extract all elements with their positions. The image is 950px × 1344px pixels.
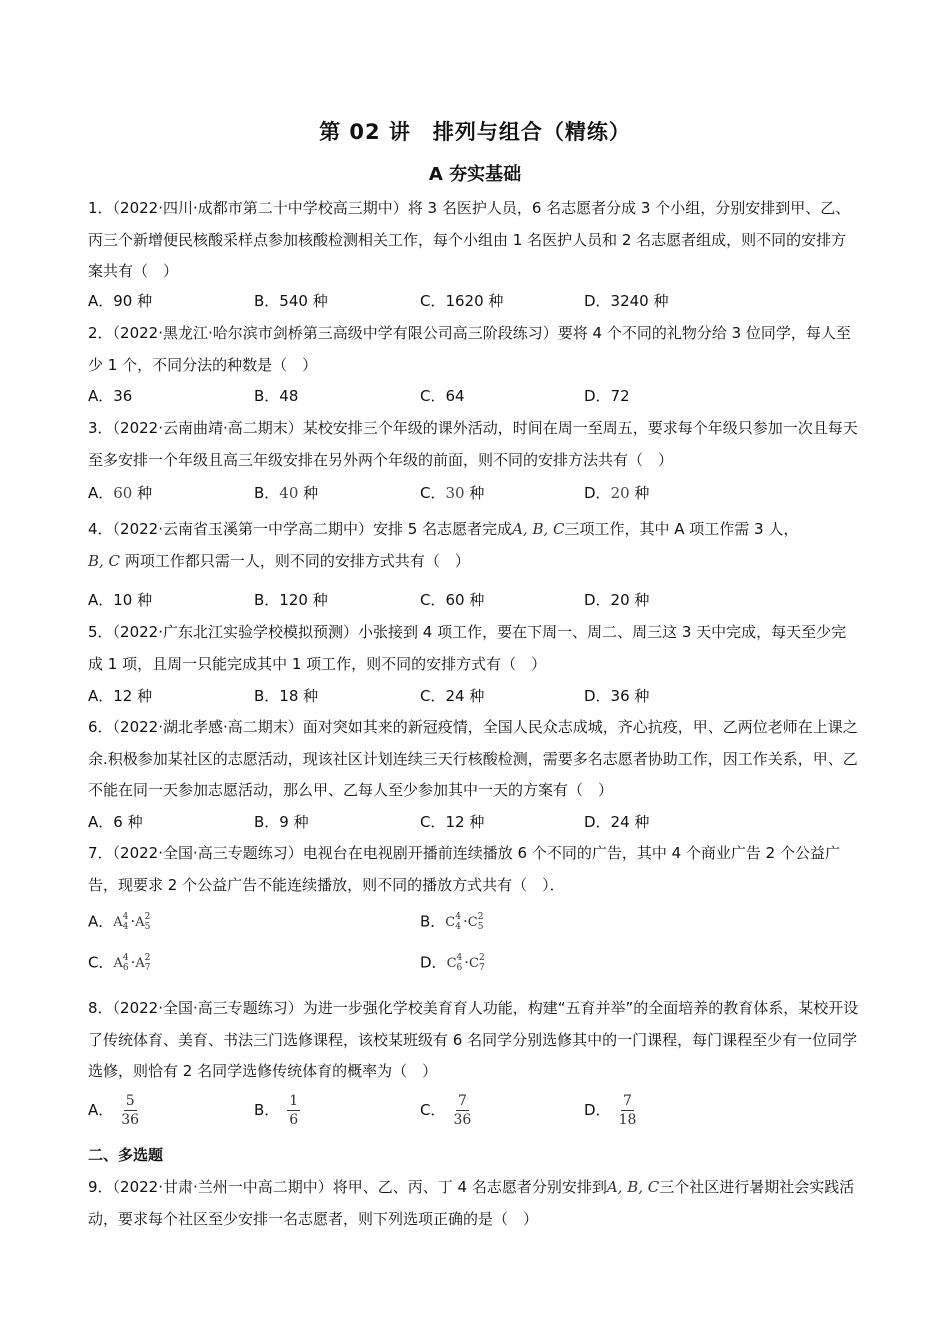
math-abc: A, B, C <box>606 1178 660 1196</box>
option-d: D．20 种 <box>584 591 650 609</box>
fraction: $\frac{5}{36}$ <box>121 1093 140 1128</box>
question-8-stem: 8．（2022·全国·高三专题练习）为进一步强化学校美育育人功能，构建“五育并举”的全面培养的教育体系，某校开设了传统体育、美育、书法三门选修课程，该校某班级有 6 名同学分别选修其中的一门课程，每门课程至少有一位同学选修，则恰有 2 名同学选修传统体育的概率为（ ） <box>88 999 859 1080</box>
option-b: B．C 4 4 ·C 2 5 <box>420 912 484 932</box>
option-b: B． $\frac{1}{6}$ <box>254 1093 299 1128</box>
question-9-stem: 9．（2022·甘肃·兰州一中高二期中）将甲、乙、丙、丁 4 名志愿者分别安排到A, B, C三个社区进行暑期社会实践活动，要求每个社区至少安排一名志愿者，则下列选项正确的是（ ） <box>88 1178 855 1228</box>
option-c: C．30 种 <box>420 484 485 502</box>
option-a: A．90 种 <box>88 292 153 310</box>
option-d: D．36 种 <box>584 687 650 705</box>
option-c: C．12 种 <box>420 813 485 831</box>
option-c: C．64 <box>420 387 465 405</box>
option-d: D．20 种 <box>584 484 650 502</box>
question-6-stem: 6．（2022·湖北孝感·高二期末）面对突如其来的新冠疫情，全国人民众志成城，齐心抗疫，甲、乙两位老师在上课之余.积极参加某社区的志愿活动，现该社区计划连续三天行核酸检测，需要多名志愿者协助工作，因工作关系，甲、乙不能在同一天参加志愿活动，那么甲、乙每人至少参加其中一天的方案有（ ） <box>88 718 858 799</box>
option-b: B．18 种 <box>254 687 319 705</box>
page-title: 第 02 讲 排列与组合（精练） <box>319 120 631 144</box>
question-7-options-row-1 <box>88 906 860 936</box>
section-subtitle: A 夯实基础 <box>428 164 522 185</box>
question-1-options <box>88 286 860 316</box>
option-d: D． $\frac{7}{18}$ <box>584 1093 637 1128</box>
question-2-stem: 2．（2022·黑龙江·哈尔滨市剑桥第三高级中学有限公司高三阶段练习）要将 4 个不同的礼物分给 3 位同学，每人至少 1 个，不同分法的种数是（ ） <box>88 324 851 374</box>
option-a: A．60 种 <box>88 484 153 502</box>
option-c: C．24 种 <box>420 687 485 705</box>
question-4-stem: 4．（2022·云南省玉溪第一中学高二期中）安排 5 名志愿者完成A, B, C三项工作，其中 A 项工作需 3 人， B, C 两项工作都只需一人，则不同的安排方式共有（ ） <box>88 520 799 570</box>
option-d: D．3240 种 <box>584 292 669 310</box>
option-c: C． $\frac{7}{36}$ <box>420 1093 472 1128</box>
question-3-stem: 3．（2022·云南曲靖·高二期末）某校安排三个年级的课外活动，时间在周一至周五，要求每个年级只参加一次且每天至多安排一个年级且高三年级安排在另外两个年级的前面，则不同的安排方法共有（ ） <box>88 419 858 469</box>
question-4-options <box>88 585 860 615</box>
question-7-options-row-2 <box>88 947 860 977</box>
option-b: B．48 <box>254 387 299 405</box>
math-bc: B, C <box>88 551 121 570</box>
option-a: A．A 4 4 ·A 2 5 <box>88 912 151 932</box>
question-5-stem: 5．（2022·广东北江实验学校模拟预测）小张接到 4 项工作，要在下周一、周二、周三这 3 天中完成，每天至少完成 1 项，且周一只能完成其中 1 项工作，则不同的安排方式有（ ） <box>88 623 847 673</box>
question-3-options <box>88 478 860 508</box>
option-c: C．1620 种 <box>420 292 504 310</box>
question-7-stem: 7．（2022·全国·高三专题练习）电视台在电视剧开播前连续播放 6 个不同的广告，其中 4 个商业广告 2 个公益广告，现要求 2 个公益广告不能连续播放，则不同的播放方式共有（ ）． <box>88 844 840 894</box>
fraction: $\frac{7}{18}$ <box>618 1093 637 1128</box>
section-heading-multiple-choice: 二、多选题 <box>88 1146 164 1164</box>
option-b: B．120 种 <box>254 591 328 609</box>
option-a: A． $\frac{5}{36}$ <box>88 1093 140 1128</box>
option-a: A．6 种 <box>88 813 143 831</box>
question-5-options <box>88 681 860 711</box>
fraction: $\frac{7}{36}$ <box>453 1093 472 1128</box>
option-c: C．60 种 <box>420 591 485 609</box>
option-d: D．24 种 <box>584 813 650 831</box>
question-1-stem: 1．（2022·四川·成都市第二十中学校高三期中）将 3 名医护人员，6 名志愿者分成 3 个小组，分别安排到甲、乙、丙三个新增便民核酸采样点参加核酸检测相关工作，每个小组由 1 名医护人员和 2 名志愿者组成，则不同的安排方案共有（ ） <box>88 199 851 280</box>
question-2-options <box>88 381 860 411</box>
question-8-options <box>88 1092 860 1132</box>
option-b: B．540 种 <box>254 292 328 310</box>
option-a: A．10 种 <box>88 591 153 609</box>
option-d: D．C 4 6 ·C 2 7 <box>420 953 485 973</box>
option-a: A．12 种 <box>88 687 153 705</box>
option-a: A．36 <box>88 387 133 405</box>
option-b: B．40 种 <box>254 484 319 502</box>
question-6-options <box>88 807 860 837</box>
option-d: D．72 <box>584 387 630 405</box>
fraction: $\frac{1}{6}$ <box>289 1093 299 1128</box>
math-abc: A, B, C <box>512 520 565 538</box>
option-c: C．A 4 6 ·A 2 7 <box>88 953 151 973</box>
option-b: B．9 种 <box>254 813 309 831</box>
